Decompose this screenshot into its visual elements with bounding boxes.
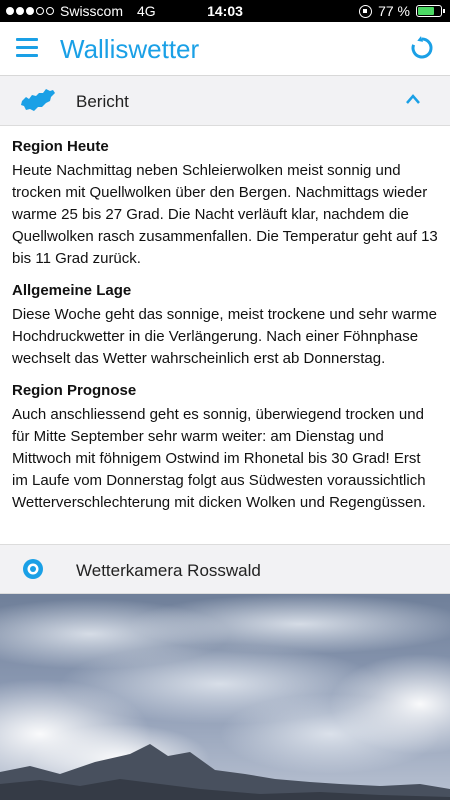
wallis-map-icon (20, 87, 56, 113)
report-text: Diese Woche geht das sonnige, meist trockene und sehr warme Hochdruckwetter in die Verlängerung. Nach einer Föhnphase wechselt das Wetter wahrscheinlich erst ab Donnerstag. (12, 306, 437, 367)
report-heading: Allgemeine Lage (12, 282, 132, 299)
network-type: 4G (137, 3, 156, 19)
report-heading: Region Heute (12, 138, 109, 155)
battery-percent: 77 % (378, 3, 410, 19)
hamburger-menu-icon[interactable] (16, 38, 38, 58)
report-block-allgemeine-lage (12, 280, 438, 370)
battery-icon (416, 5, 442, 17)
refresh-icon[interactable] (410, 36, 434, 60)
webcam-section-header[interactable] (0, 544, 450, 594)
report-block-region-heute (12, 136, 438, 270)
report-block-region-prognose (12, 380, 438, 514)
status-right (359, 3, 442, 19)
weather-report (0, 126, 450, 524)
battery-fill (418, 7, 434, 15)
report-text: Heute Nachmittag neben Schleierwolken meist sonnig und trocken mit Quellwolken über den Bergen. Nachmittags wieder warme 25 bis 27 Grad. Die Nacht verläuft klar, nachdem die Quellwolken rasch zusammenfallen. Die Temperatur geht auf 13 bis 11 Grad zurück. (12, 162, 438, 267)
bericht-label: Bericht (76, 92, 129, 111)
status-bar (0, 0, 450, 22)
status-time: 14:03 (207, 3, 243, 19)
carrier-name: Swisscom (60, 3, 124, 19)
bericht-section-header[interactable] (0, 76, 450, 126)
chevron-up-icon[interactable] (406, 94, 420, 104)
app-title: Walliswetter (60, 34, 200, 64)
camera-icon (22, 558, 58, 584)
webcam-label: Wetterkamera Rosswald (76, 561, 261, 580)
report-text: Auch anschliessend geht es sonnig, überwiegend trocken und für Mitte September sehr warm weiter: am Dienstag und Mittwoch mit föhnigem Ostwind im Rhonetal bis 30 Grad! Erst im Laufe vom Donnerstag folgt aus Südwesten voraussichtlich Wetterverschlechterung mit dicken Wolken und Regengüssen. (12, 406, 426, 511)
app-bar (0, 22, 450, 76)
rotation-lock-icon (359, 5, 372, 18)
webcam-image[interactable] (0, 594, 450, 800)
report-heading: Region Prognose (12, 382, 137, 399)
